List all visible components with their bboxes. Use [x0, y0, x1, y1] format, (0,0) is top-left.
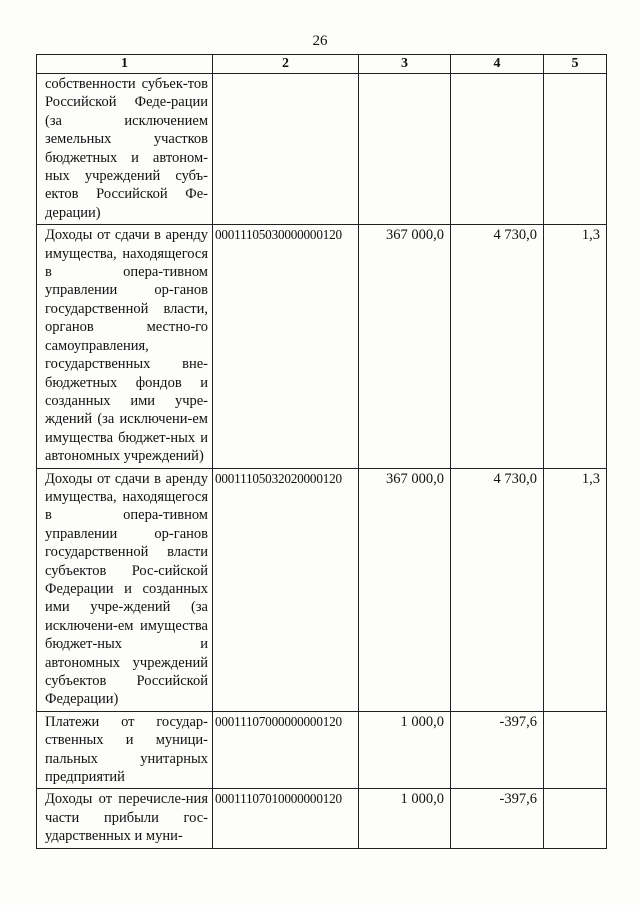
income-name-cell: собственности субъек-тов Российской Феде-рации (за исключением земельных участков бюджетных и автоном-ных учреждений субъ-ектов Российской Фе-дерации)	[37, 74, 213, 225]
percent-cell	[544, 711, 607, 789]
plan-amount-cell	[359, 74, 451, 225]
budget-code-cell: 00011105032020000120	[213, 468, 359, 711]
table-header-row	[37, 55, 607, 74]
plan-amount-cell: 1 000,0	[359, 711, 451, 789]
table-row	[37, 468, 607, 711]
budget-code-cell: 00011107010000000120	[213, 789, 359, 848]
column-header: 3	[359, 55, 451, 74]
income-name-cell: Доходы от перечисле-ния части прибыли гос-ударственных и муни-	[37, 789, 213, 848]
page-number: 26	[312, 33, 328, 49]
income-name-cell: Платежи от государ-ственных и муници-пальных унитарных предприятий	[37, 711, 213, 789]
column-header: 2	[213, 55, 359, 74]
percent-cell	[544, 74, 607, 225]
actual-amount-cell: 4 730,0	[451, 468, 544, 711]
budget-code-cell	[213, 74, 359, 225]
income-name-cell: Доходы от сдачи в аренду имущества, находящегося в опера-тивном управлении ор-ганов государственной власти субъектов Рос-сийской Федерации и созданных ими учре-ждений (за исключени-ем имущества бюджет-ных и автономных учреждений субъектов Российской Федерации)	[37, 468, 213, 711]
actual-amount-cell: -397,6	[451, 789, 544, 848]
actual-amount-cell: 4 730,0	[451, 225, 544, 468]
column-header: 5	[544, 55, 607, 74]
column-header: 4	[451, 55, 544, 74]
budget-code-cell: 00011107000000000120	[213, 711, 359, 789]
column-header: 1	[37, 55, 213, 74]
plan-amount-cell: 1 000,0	[359, 789, 451, 848]
budget-code-cell: 00011105030000000120	[213, 225, 359, 468]
table-row	[37, 711, 607, 789]
plan-amount-cell: 367 000,0	[359, 468, 451, 711]
actual-amount-cell: -397,6	[451, 711, 544, 789]
percent-cell	[544, 789, 607, 848]
table-row	[37, 789, 607, 848]
revenue-table	[36, 54, 607, 849]
actual-amount-cell	[451, 74, 544, 225]
table-row	[37, 225, 607, 468]
percent-cell: 1,3	[544, 468, 607, 711]
table-row	[37, 74, 607, 225]
plan-amount-cell: 367 000,0	[359, 225, 451, 468]
percent-cell: 1,3	[544, 225, 607, 468]
income-name-cell: Доходы от сдачи в аренду имущества, находящегося в опера-тивном управлении ор-ганов государственной власти, органов местно-го самоуправления, государственных вне-бюджетных фондов и созданных ими учре-ждений (за исключени-ем имущества бюджет-ных и автономных учреждений)	[37, 225, 213, 468]
